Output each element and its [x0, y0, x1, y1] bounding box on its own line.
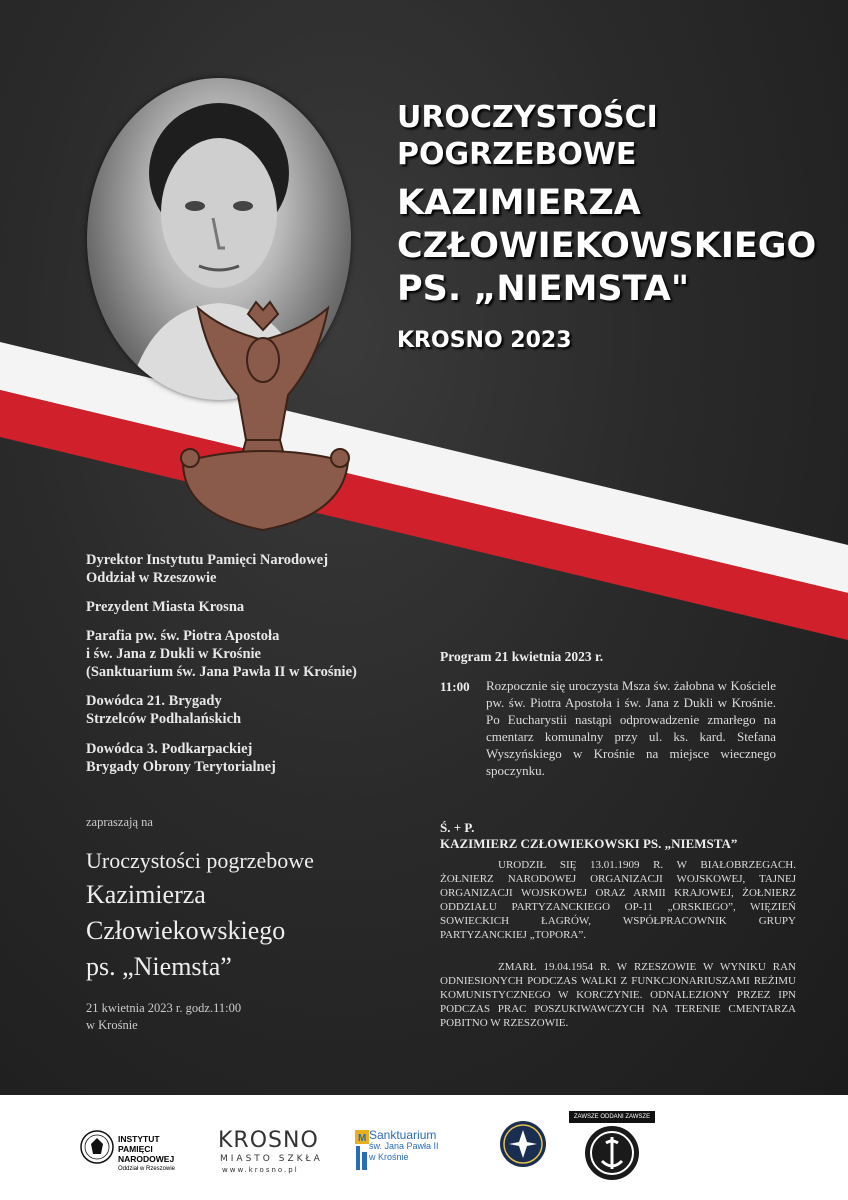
- date-place: 21 kwietnia 2023 r. godz.11:00 w Krośnie: [86, 1001, 242, 1032]
- obituary-header: Ś. + P.: [440, 820, 475, 835]
- eagle-emblem: [168, 300, 363, 540]
- heading-name3: PS. „NIEMSTA": [397, 269, 690, 309]
- invite-text: zapraszają na: [86, 815, 153, 829]
- obituary-name: KAZIMIERZ CZŁOWIEKOWSKI PS. „NIEMSTA”: [440, 836, 738, 851]
- sanktuarium-logo-text: Sanktuarium św. Jana Pawła II w Krośnie: [369, 1128, 439, 1162]
- organizer-parish: Parafia pw. św. Piotra Apostoła i św. Jana z Dukli w Krośnie (Sanktuarium św. Jana Pawła II w Krośnie): [86, 628, 357, 680]
- krosno-logo-name: KROSNO: [218, 1128, 319, 1153]
- heading-line2: POGRZEBOWE: [397, 137, 637, 172]
- heading-name2: CZŁOWIEKOWSKIEGO: [397, 226, 817, 266]
- program-title: Program 21 kwietnia 2023 r.: [440, 649, 604, 664]
- organizer-mayor: Prezydent Miasta Krosna: [86, 599, 245, 615]
- ipn-emblem-icon: [80, 1128, 114, 1166]
- organizer-ipn: Dyrektor Instytutu Pamięci Narodowej Oddział w Rzeszowie: [86, 552, 329, 586]
- sanktuarium-m-icon: [355, 1130, 369, 1172]
- organizer-brigade-21: Dowódca 21. Brygady Strzelców Podhalańskich: [86, 693, 242, 727]
- heading-name1: KAZIMIERZA: [397, 183, 641, 223]
- program-time: 11:00: [440, 679, 470, 694]
- territorial-defense-badge-icon: [584, 1125, 640, 1181]
- heading-line1: UROCZYSTOŚCI: [397, 100, 658, 135]
- krosno-logo-url: www.krosno.pl: [222, 1166, 299, 1174]
- organizer-brigade-3: Dowódca 3. Podkarpackiej Brygady Obrony Terytorialnej: [86, 741, 276, 775]
- program-description: Rozpocznie się uroczysta Msza św. żałobna w Kościele pw. św. Piotra Apostoła i św. Jana z Dukli w Krośnie. Po Eucharystii nastąpi odprowadzenie zmarłego na cmentarz komunalny przy ul. ks. kard. Stefana Wyszyńskiego w Krośnie na miejsce wiecznego spoczynku.: [486, 678, 776, 778]
- brigade-21-badge-icon: [499, 1120, 547, 1168]
- heading-place-year: KROSNO 2023: [397, 328, 572, 353]
- funeral-line4: ps. „Niemsta”: [86, 952, 232, 981]
- obituary-paragraph-2: ZMARŁ 19.04.1954 R. W RZESZOWIE W WYNIKU RAN ODNIESIONYCH PODCZAS WALKI Z FUNKCJONARIUSZAMI REŻIMU KOMUNISTYCZNEGO W KORCZYNIE. ODNALEZIONY PRZEZ IPN PODCZAS PRAC POSZUKIWAWCZYCH NA TERENIE CMENTARZA POBITNO W RZESZOWIE.: [440, 961, 796, 1029]
- funeral-line3: Człowiekowskiego: [86, 916, 286, 945]
- krosno-logo-subtitle: MIASTO SZKŁA: [220, 1154, 323, 1164]
- funeral-line1: Uroczystości pogrzebowe: [86, 848, 314, 873]
- territorial-defense-motto: ZAWSZE ODDANI ZAWSZE: [569, 1111, 655, 1123]
- ipn-logo-text: INSTYTUT PAMIĘCI NARODOWEJ Oddział w Rzeszowie: [118, 1134, 176, 1172]
- funeral-line2: Kazimierza: [86, 880, 206, 909]
- obituary-paragraph-1: URODZIŁ SIĘ 13.01.1909 R. W BIAŁOBRZEGACH. ŻOŁNIERZ NARODOWEJ ORGANIZACJI WOJSKOWEJ, TAJNEJ ORGANIZACJI WOJSKOWEJ ORAZ ARMII KRAJOWEJ, ŻOŁNIERZ ODDZIAŁU PARTYZANCKIEGO OP-11 „ORSKIEGO”, WIĘZIEŃ SOWIECKICH ŁAGRÓW, WSPÓŁPRACOWNIK GRUPY PARTYZANCKIEJ „TOPORA”.: [440, 859, 796, 941]
- svg-text:M: M: [358, 1133, 367, 1144]
